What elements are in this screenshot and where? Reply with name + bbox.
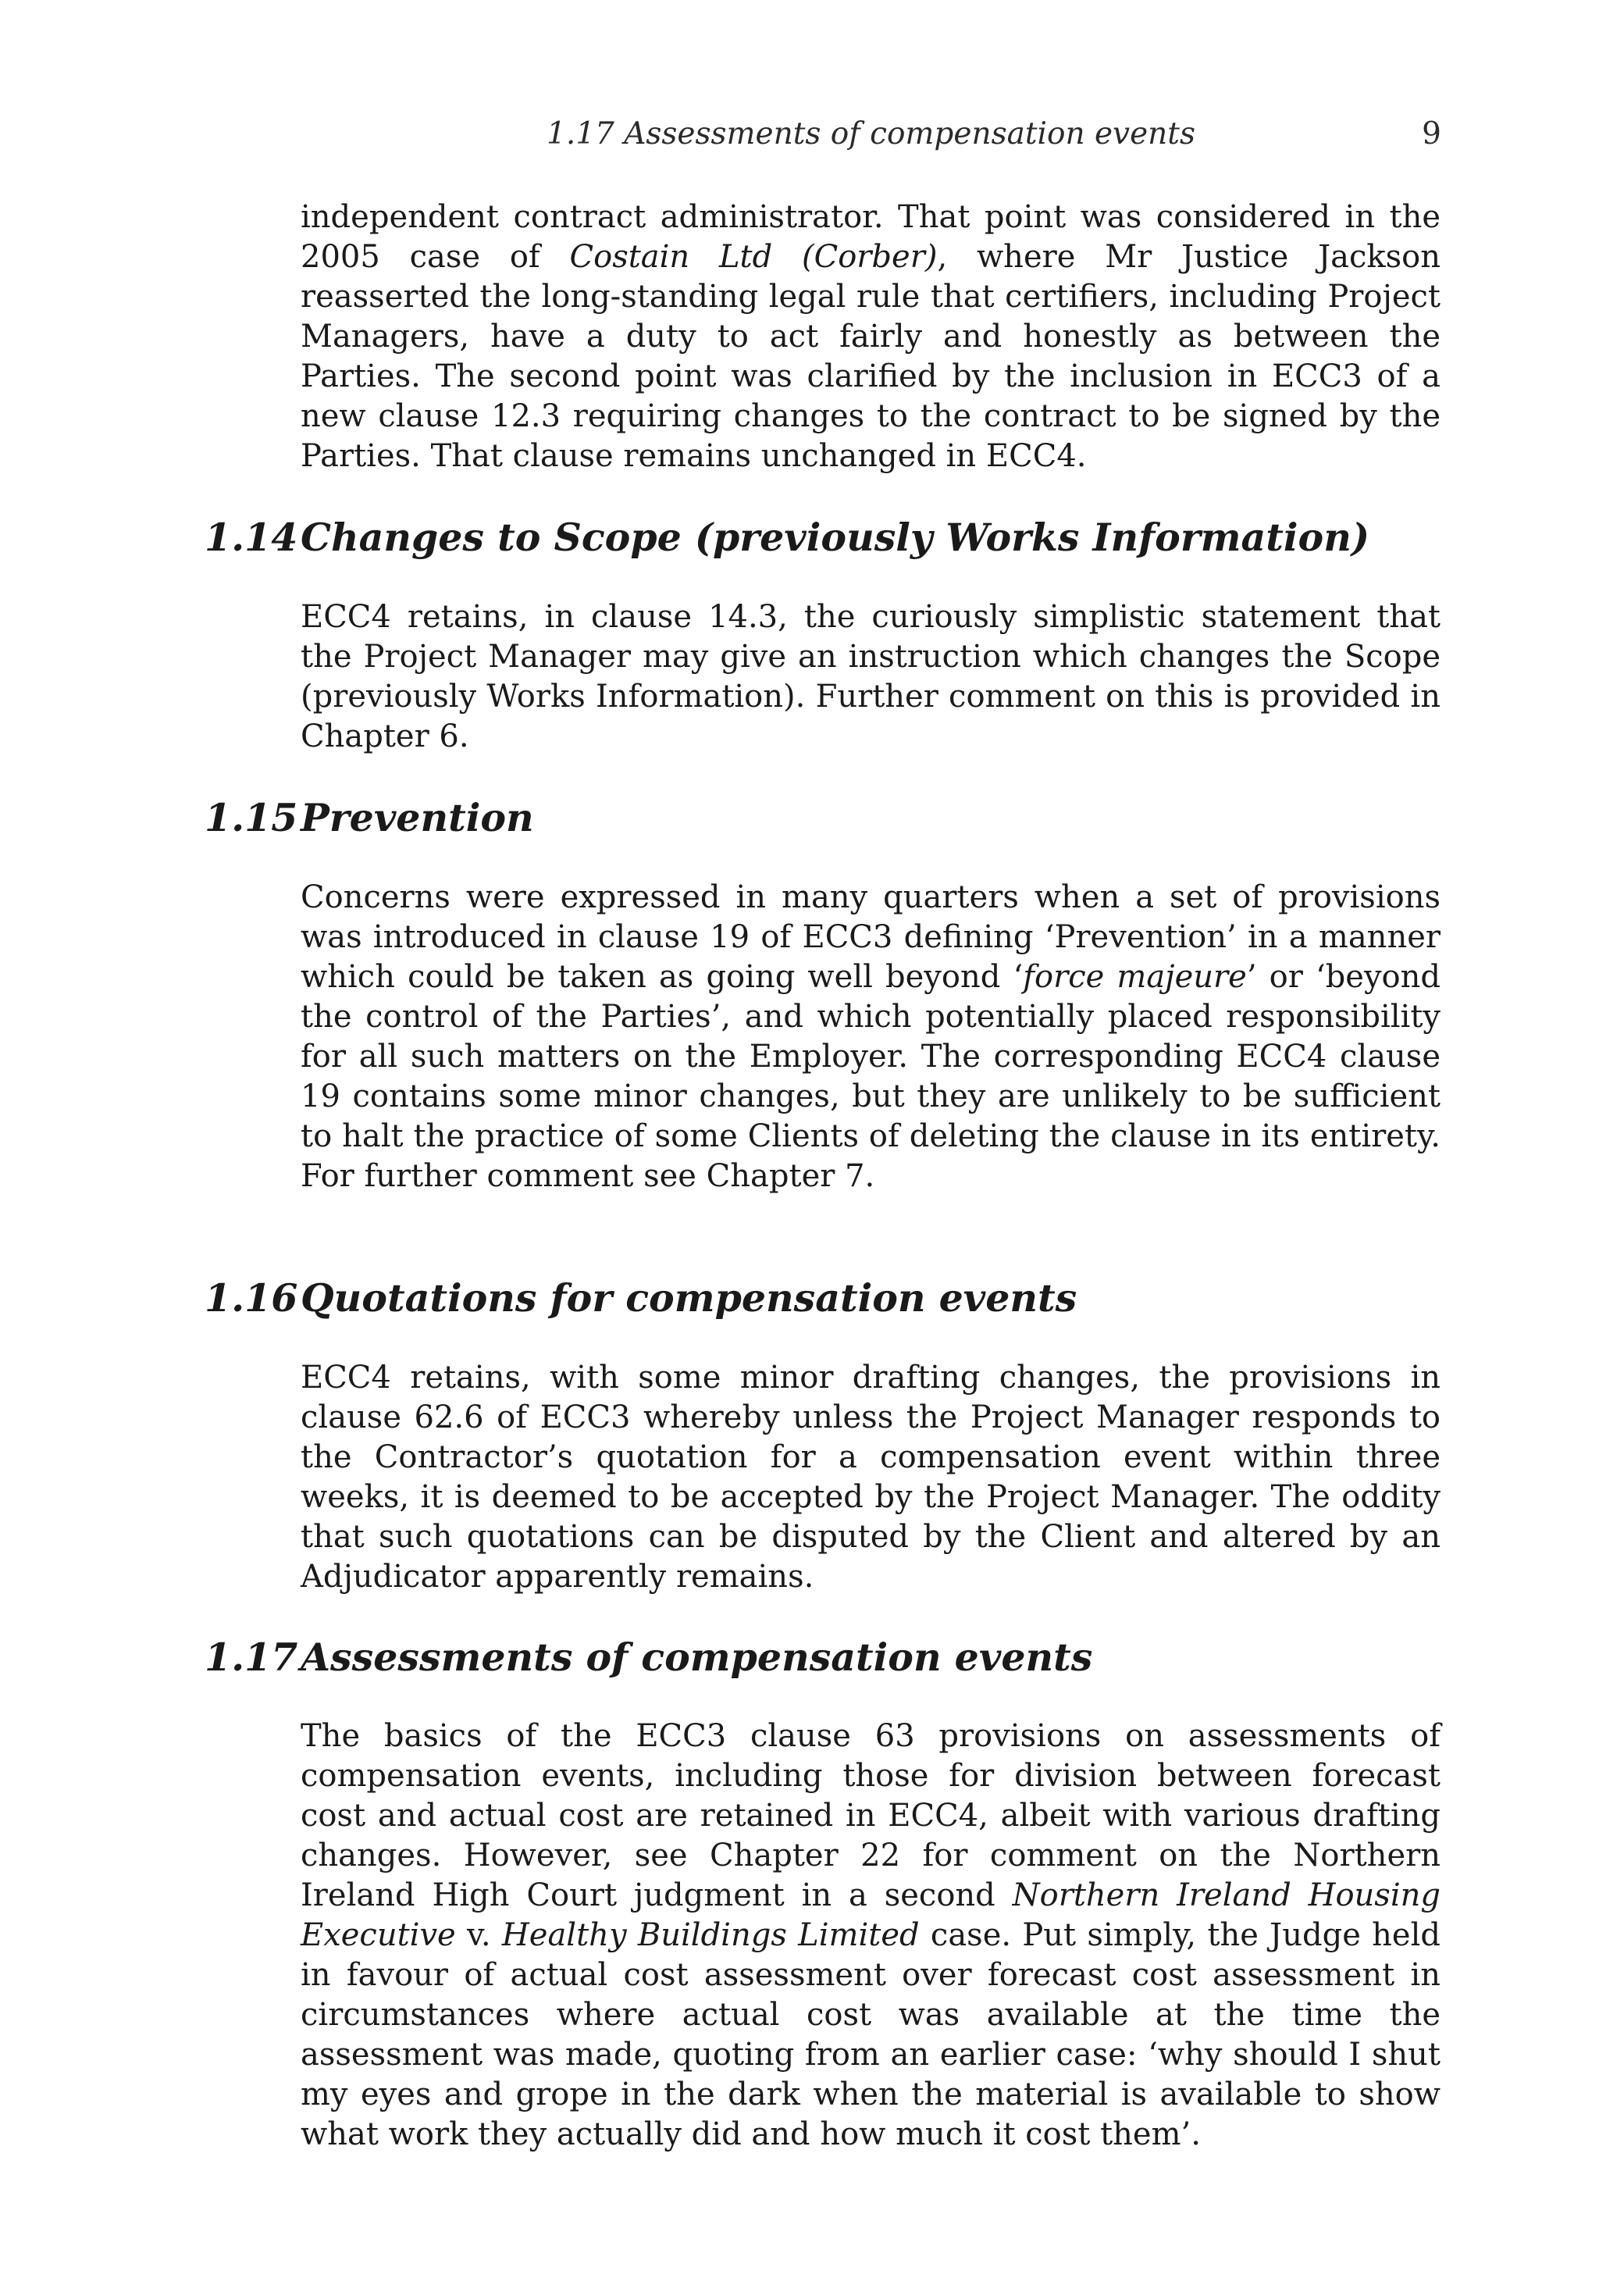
section-heading-1-16 xyxy=(205,1275,1454,1321)
section-body-1-16 xyxy=(301,1358,1441,1597)
section-paragraph: The basics of the ECC3 clause 63 provisions on assessments of compensation events, including those for division between forecast cost and actual cost are retained in ECC4, albeit with various drafting changes. However, see Chapter 22 for comment on the Northern Ireland High Court judgment in a second Northern Ireland Housing Executive v. Healthy Buildings Limited case. Put simply, the Judge held in favour of actual cost assessment over forecast cost assessment in circumstances where actual cost was available at the time the assessment was made, quoting from an earlier case: ‘why should I shut my eyes and grope in the dark when the material is available to show what work they actually did and how much it cost them’. xyxy=(301,1718,1441,2152)
italic-term: force majeure xyxy=(1023,959,1247,995)
page-number: 9 xyxy=(1422,116,1441,152)
section-title: Quotations for compensation events xyxy=(301,1275,1077,1321)
section-heading-1-14 xyxy=(205,514,1454,561)
section-title: Changes to Scope (previously Works Information) xyxy=(301,515,1370,560)
section-number: 1.17 xyxy=(205,1635,298,1680)
case-name: Costain Ltd (Corber) xyxy=(569,239,938,275)
running-head xyxy=(0,111,1599,158)
section-body-1-14 xyxy=(301,597,1441,757)
section-number: 1.15 xyxy=(205,795,298,840)
party-name: Northern Ireland Housing Executive xyxy=(301,1877,1441,1953)
section-paragraph: Concerns were expressed in many quarters when a set of provisions was introduced in clause 19 of ECC3 defining ‘Prevention’ in a manner which could be taken as going well beyond ‘force majeure’ or ‘beyond the control of the Parties’, and which potentially placed responsibility for all such matters on the Employer. The corresponding ECC4 clause 19 contains some minor changes, but they are unlikely to be sufficient to halt the practice of some Clients of deleting the clause in its entirety. For further comment see Chapter 7. xyxy=(301,879,1441,1194)
intro-paragraph-block xyxy=(301,198,1441,476)
section-title: Prevention xyxy=(301,795,534,840)
section-body-1-15 xyxy=(301,878,1441,1196)
section-paragraph: ECC4 retains, with some minor drafting changes, the provisions in clause 62.6 of ECC3 whereby unless the Project Manager responds to the Contractor’s quotation for a compensation event within three weeks, it is deemed to be accepted by the Project Manager. The oddity that such quotations can be disputed by the Client and altered by an Adjudicator apparently remains. xyxy=(301,1360,1441,1595)
section-number: 1.14 xyxy=(205,515,298,560)
section-heading-1-17 xyxy=(205,1634,1454,1681)
section-paragraph: ECC4 retains, in clause 14.3, the curiously simplistic statement that the Project Manager may give an instruction which changes the Scope (previously Works Information). Further comment on this is provided in Chapter 6. xyxy=(301,599,1441,754)
section-number: 1.16 xyxy=(205,1275,298,1321)
section-title: Assessments of compensation events xyxy=(301,1635,1093,1680)
section-body-1-17 xyxy=(301,1717,1441,2155)
intro-paragraph: independent contract administrator. That point was considered in the 2005 case of Costain Ltd (Corber), where Mr Justice Jackson reasserted the long-standing legal rule that certifiers, including Project Managers, have a duty to act fairly and honestly as between the Parties. The second point was clarified by the inclusion in ECC3 of a new clause 12.3 requiring changes to the contract to be signed by the Parties. That clause remains unchanged in ECC4. xyxy=(301,199,1441,474)
running-head-title: 1.17 Assessments of compensation events xyxy=(547,116,1195,152)
section-heading-1-15 xyxy=(205,794,1454,841)
party-name: Healthy Buildings Limited xyxy=(501,1917,920,1953)
